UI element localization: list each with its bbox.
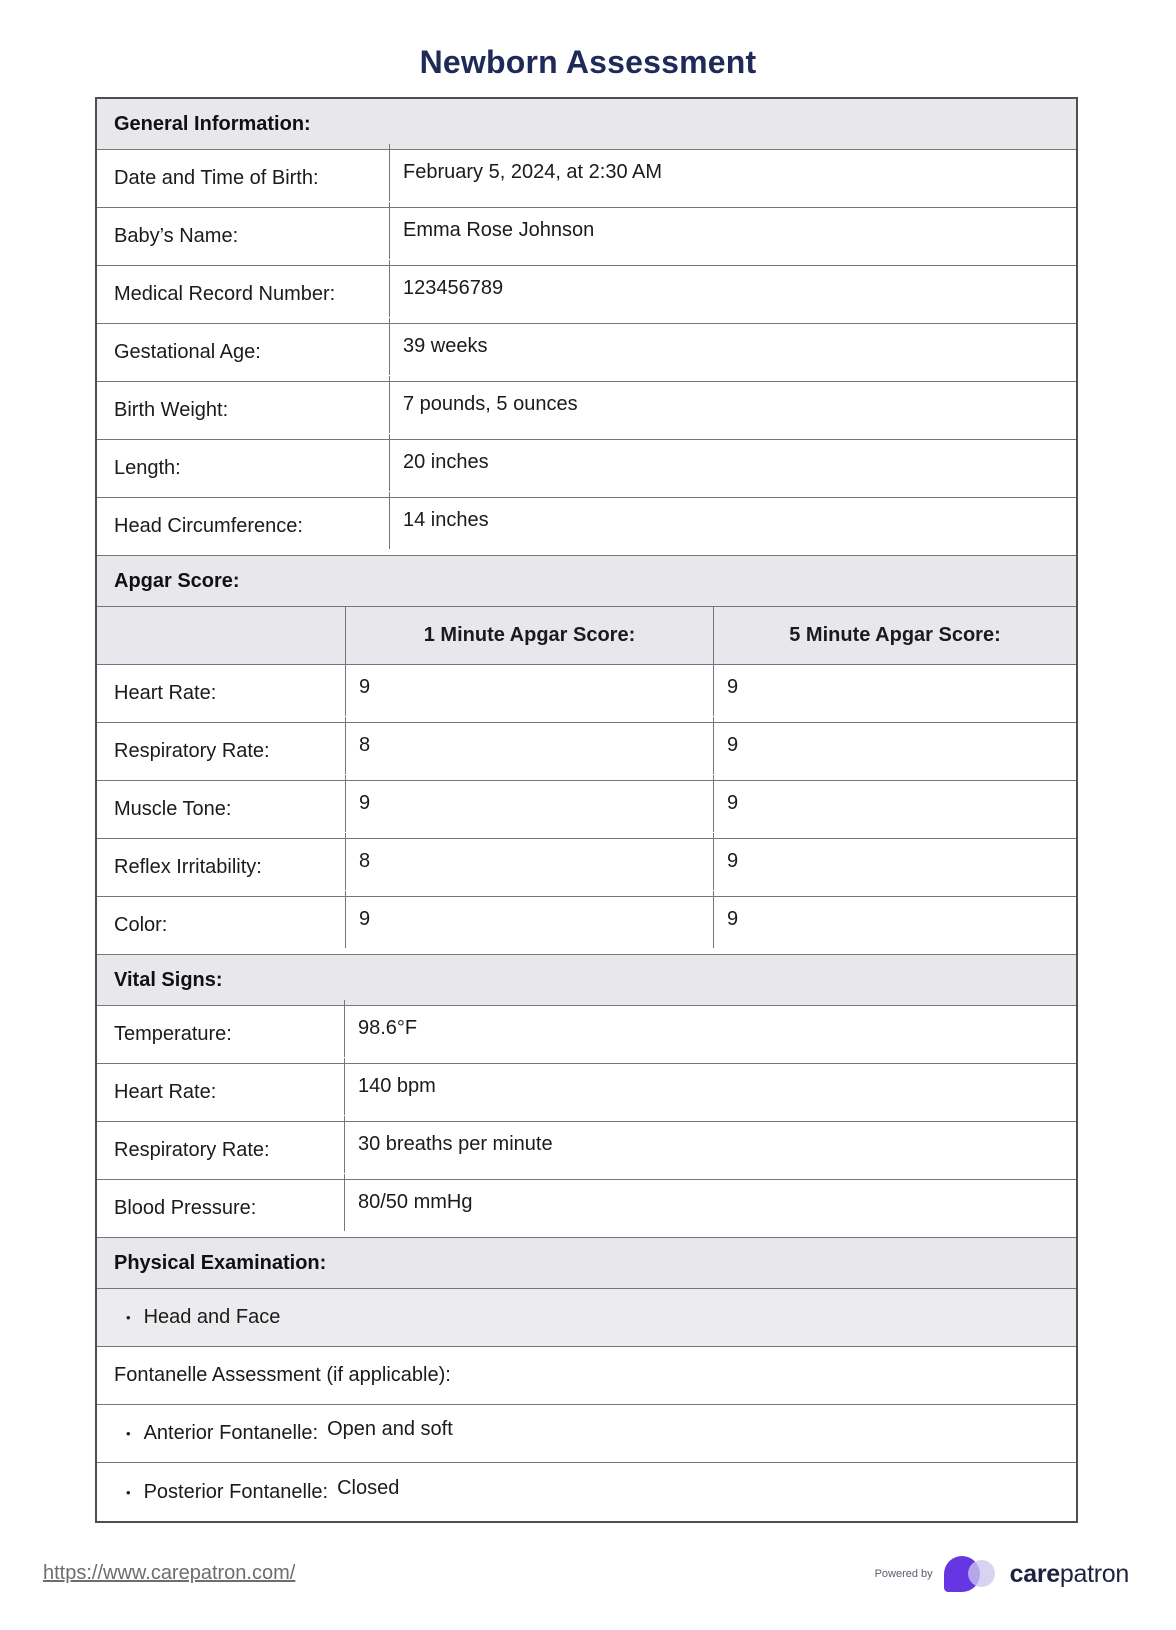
- row-label: Birth Weight:: [114, 399, 229, 421]
- row-label: Blood Pressure:: [114, 1197, 257, 1219]
- row-label: Heart Rate:: [114, 1081, 217, 1103]
- table-row: [97, 1347, 1076, 1405]
- apgar-1min-value: 8: [345, 717, 713, 774]
- fontanelle-heading-cell: Fontanelle Assessment (if applicable):: [114, 1364, 451, 1386]
- row-label: Length:: [114, 457, 181, 479]
- table-row: [97, 324, 1076, 382]
- table-row: [97, 1405, 1076, 1463]
- table-row: [97, 266, 1076, 324]
- apgar-1min-value: 9: [345, 775, 713, 832]
- bullet-icon: •: [126, 1310, 131, 1325]
- row-value: 7 pounds, 5 ounces: [389, 376, 1076, 433]
- table-row: [97, 1064, 1076, 1122]
- apgar-5min-value: 9: [713, 891, 1076, 948]
- table-row: [97, 440, 1076, 498]
- row-value: 39 weeks: [389, 318, 1076, 375]
- page-title: Newborn Assessment: [419, 44, 757, 80]
- row-value: 14 inches: [389, 492, 1076, 549]
- row-value: 140 bpm: [344, 1058, 1076, 1115]
- table-row: [97, 665, 1076, 723]
- table-row: [97, 498, 1076, 556]
- apgar-1min-column-header: 1 Minute Apgar Score:: [345, 607, 713, 664]
- row-label: Gestational Age:: [114, 341, 261, 363]
- physical-exam-area-cell: [97, 1289, 1076, 1346]
- physical-exam-area-label: Head and Face: [143, 1306, 281, 1328]
- row-value: 123456789: [389, 260, 1076, 317]
- bullet-icon: •: [126, 1484, 131, 1500]
- row-label: Temperature:: [114, 1023, 232, 1045]
- carepatron-wordmark: [1010, 1560, 1129, 1589]
- fontanelle-value: Open and soft: [327, 1418, 453, 1440]
- wordmark-regular-part: patron: [1059, 1559, 1129, 1588]
- row-label: Respiratory Rate:: [114, 1139, 270, 1161]
- row-label: Reflex Irritability:: [114, 856, 262, 878]
- apgar-5min-column-header: 5 Minute Apgar Score:: [713, 607, 1076, 664]
- row-label: Color:: [114, 914, 168, 936]
- row-label: Date and Time of Birth:: [114, 167, 319, 189]
- table-row: [97, 1006, 1076, 1064]
- row-value: 20 inches: [389, 434, 1076, 491]
- apgar-5min-value: 9: [713, 775, 1076, 832]
- row-value: February 5, 2024, at 2:30 AM: [389, 144, 1076, 201]
- row-value: 30 breaths per minute: [344, 1116, 1076, 1173]
- table-row: [97, 1463, 1076, 1521]
- carepatron-brand: [875, 1552, 1129, 1596]
- apgar-corner-cell: [97, 607, 345, 664]
- section-header-apgar-score: Apgar Score:: [97, 556, 1076, 607]
- table-row: [97, 1122, 1076, 1180]
- carepatron-logo-icon: [944, 1555, 1004, 1593]
- row-value: 98.6°F: [344, 1000, 1076, 1057]
- apgar-1min-value: 9: [345, 659, 713, 716]
- apgar-1min-value: 9: [345, 891, 713, 948]
- row-label: Head Circumference:: [114, 515, 303, 537]
- apgar-5min-value: 9: [713, 659, 1076, 716]
- apgar-column-header-row: [97, 607, 1076, 665]
- fontanelle-item-cell: [97, 1463, 1076, 1521]
- table-row: [97, 382, 1076, 440]
- table-row: [97, 1289, 1076, 1347]
- apgar-5min-value: 9: [713, 717, 1076, 774]
- footer-link[interactable]: https://www.carepatron.com/: [43, 1562, 296, 1584]
- wordmark-bold-part: care: [1009, 1559, 1060, 1588]
- row-label: Heart Rate:: [114, 682, 217, 704]
- fontanelle-value: Closed: [337, 1476, 400, 1499]
- section-header-vital-signs: Vital Signs:: [97, 955, 1076, 1006]
- fontanelle-label: Posterior Fontanelle:: [143, 1480, 329, 1503]
- table-row: [97, 897, 1076, 955]
- logo-circle-shape: [968, 1560, 995, 1587]
- table-row: [97, 150, 1076, 208]
- table-row: [97, 1180, 1076, 1238]
- apgar-5min-value: 9: [713, 833, 1076, 890]
- table-row: [97, 723, 1076, 781]
- table-row: [97, 839, 1076, 897]
- row-value: 80/50 mmHg: [344, 1174, 1076, 1231]
- row-label: Respiratory Rate:: [114, 740, 270, 762]
- assessment-table: [95, 97, 1078, 1523]
- table-row: [97, 208, 1076, 266]
- bullet-icon: •: [126, 1426, 131, 1441]
- section-header-physical-examination: Physical Examination:: [97, 1238, 1076, 1289]
- apgar-1min-value: 8: [345, 833, 713, 890]
- row-label: Muscle Tone:: [114, 798, 232, 820]
- row-label: Medical Record Number:: [114, 283, 336, 305]
- powered-by-label: Powered by: [874, 1568, 933, 1580]
- section-header-general-information: General Information:: [97, 99, 1076, 150]
- fontanelle-item-cell: [97, 1405, 1076, 1462]
- row-value: Emma Rose Johnson: [389, 202, 1076, 259]
- row-label: Baby’s Name:: [114, 225, 239, 247]
- table-row: [97, 781, 1076, 839]
- fontanelle-label: Anterior Fontanelle:: [143, 1422, 319, 1444]
